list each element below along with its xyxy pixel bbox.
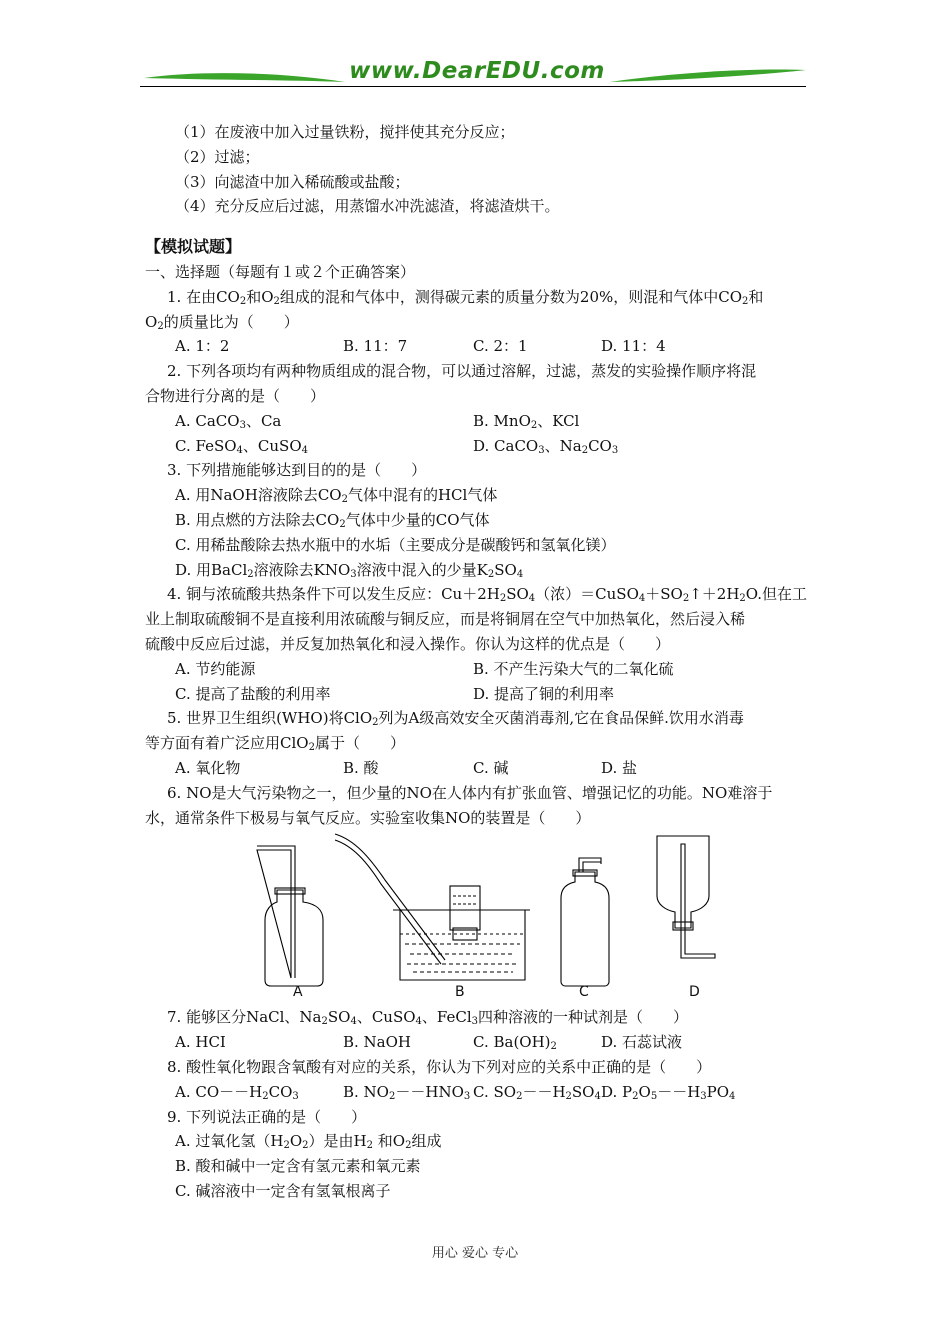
step-4: （4）充分反应后过滤，用蒸馏水冲洗滤渣，将滤渣烘干。 bbox=[175, 197, 560, 216]
q4-option-a[interactable]: A. 节约能源 bbox=[175, 659, 256, 678]
site-logo-text[interactable]: www.DearEDU.com bbox=[349, 58, 605, 84]
q8-option-b[interactable]: B. $NO_2--HNO_3$ bbox=[343, 1082, 471, 1102]
question-1-options bbox=[145, 334, 815, 359]
q2-option-d[interactable]: D. CaCO$_3$、$Na_2CO_3$ bbox=[473, 436, 619, 456]
question-6-text: 6. NO是大气污染物之一，但少量的NO在人体内有扩张血管、增强记忆的功能。NO难溶于 bbox=[167, 783, 773, 802]
q4-option-b[interactable]: B. 不产生污染大气的二氧化硫 bbox=[473, 659, 674, 678]
question-7-text: 7. 能够区分NaCl、$Na_2SO_4$、CuSO$_4$、FeCl$_3$四种溶液的一种试剂是（ ） bbox=[167, 1008, 689, 1028]
q2-option-c[interactable]: C. FeSO$_4$、CuSO$_4$ bbox=[175, 436, 308, 456]
step-2: （2）过滤； bbox=[175, 147, 260, 166]
q2-option-a[interactable]: A. CaCO$_3$、Ca bbox=[175, 411, 282, 431]
step-3: （3）向滤渣中加入稀硫酸或盐酸； bbox=[175, 172, 410, 191]
q2-option-b[interactable]: B. MnO$_2$、KCl bbox=[473, 411, 580, 431]
q4-option-d[interactable]: D. 提高了铜的利用率 bbox=[473, 684, 615, 703]
question-5-options bbox=[145, 756, 815, 781]
figure-label-d: D bbox=[689, 984, 700, 1001]
step-1: （1）在废液中加入过量铁粉，搅拌使其充分反应； bbox=[175, 123, 515, 141]
q3-option-a[interactable]: A. 用NaOH溶液除去$CO_2$气体中混有的HCl气体 bbox=[175, 486, 498, 506]
apparatus-d-bottle bbox=[657, 836, 715, 958]
q8-option-a[interactable]: A. $CO--H_2CO_3$ bbox=[175, 1082, 299, 1102]
apparatus-figure bbox=[245, 830, 805, 1005]
q4-option-c[interactable]: C. 提高了盐酸的利用率 bbox=[175, 684, 331, 703]
q9-option-c[interactable]: C. 碱溶液中一定含有氢氧根离子 bbox=[175, 1181, 391, 1200]
question-2-text-cont: 合物进行分离的是（ ） bbox=[145, 386, 326, 405]
q3-option-b[interactable]: B. 用点燃的方法除去$CO_2$气体中少量的CO气体 bbox=[175, 510, 490, 530]
page-footer: 用心 爱心 专心 bbox=[431, 1246, 519, 1261]
apparatus-b-trough bbox=[335, 834, 530, 980]
question-8-text: 8. 酸性氧化物跟含氧酸有对应的关系，你认为下列对应的关系中正确的是（ ） bbox=[167, 1057, 712, 1076]
document-body bbox=[145, 120, 815, 1204]
question-1-text-cont: $O_2$的质量比为（ ） bbox=[145, 312, 299, 332]
question-2-text: 2. 下列各项均有两种物质组成的混合物，可以通过溶解，过滤，蒸发的实验操作顺序将混 bbox=[167, 362, 757, 381]
question-4-options-cd bbox=[145, 682, 815, 707]
q5-option-b[interactable]: B. 酸 bbox=[343, 758, 379, 777]
q7-option-a[interactable]: A. HCI bbox=[175, 1033, 226, 1052]
header-rule bbox=[140, 86, 806, 87]
q3-option-c[interactable]: C. 用稀盐酸除去热水瓶中的水垢（主要成分是碳酸钙和氢氧化镁） bbox=[175, 535, 616, 554]
apparatus-drawing bbox=[245, 830, 805, 1005]
question-8-options bbox=[145, 1080, 815, 1105]
question-2-options-ab bbox=[145, 409, 815, 434]
figure-label-b: B bbox=[455, 984, 465, 1001]
q5-option-a[interactable]: A. 氧化物 bbox=[175, 758, 241, 777]
question-2-options-cd bbox=[145, 434, 815, 459]
q9-option-a[interactable]: A. 过氧化氢$(H_2O_2)$是由$H_2$ 和$O_2$组成 bbox=[175, 1132, 442, 1152]
question-5-text-cont: 等方面有着广泛应用ClO$_2$属于（ ） bbox=[145, 734, 405, 754]
q1-option-a[interactable]: A. 1：2 bbox=[175, 337, 230, 356]
question-4-text-cont1: 业上制取硫酸铜不是直接利用浓硫酸与铜反应，而是将铜屑在空气中加热氧化，然后浸入稀 bbox=[145, 610, 746, 629]
q8-option-d[interactable]: D. $P_2O_5--H_3PO_4$ bbox=[601, 1082, 736, 1102]
q8-option-c[interactable]: C. $SO_2--H_2SO_4$ bbox=[473, 1082, 601, 1102]
question-9-text: 9. 下列说法正确的是（ ） bbox=[167, 1107, 367, 1126]
q9-option-b[interactable]: B. 酸和碱中一定含有氢元素和氧元素 bbox=[175, 1157, 421, 1176]
question-6-text-cont: 水，通常条件下极易与氧气反应。实验室收集NO的装置是（ ） bbox=[145, 808, 591, 827]
q1-option-c[interactable]: C. 2：1 bbox=[473, 337, 528, 356]
figure-label-c: C bbox=[579, 984, 589, 1001]
q7-option-c[interactable]: C. $Ba(OH)_2$ bbox=[473, 1033, 557, 1053]
question-4-text: 4. 铜与浓硫酸共热条件下可以发生反应：$Cu+2H_2SO_4$（浓）$=CuSO_4+SO_2↑+2H_2O$.但在工 bbox=[167, 585, 807, 605]
question-4-options-ab bbox=[145, 657, 815, 682]
question-4-text-cont2: 硫酸中反应后过滤，并反复加热氧化和浸入操作。你认为这样的优点是（ ） bbox=[145, 634, 671, 653]
q7-option-d[interactable]: D. 石蕊试液 bbox=[601, 1033, 683, 1052]
q1-option-d[interactable]: D. 11：4 bbox=[601, 337, 666, 356]
figure-label-a: A bbox=[293, 984, 303, 1001]
section-title: 【模拟试题】 bbox=[145, 237, 242, 257]
q7-option-b[interactable]: B. NaOH bbox=[343, 1033, 412, 1052]
question-7-options bbox=[145, 1030, 815, 1055]
question-1-text: 1. 在由$CO_2$和$O_2$组成的混和气体中，测得碳元素的质量分数为20%，则混和气体中$CO_2$和 bbox=[167, 287, 764, 307]
q5-option-c[interactable]: C. 碱 bbox=[473, 758, 509, 777]
q1-option-b[interactable]: B. 11：7 bbox=[343, 337, 408, 356]
page-header bbox=[140, 52, 810, 102]
question-5-text: 5. 世界卫生组织(WHO)将ClO$_2$列为A级高效安全灭菌消毒剂,它在食品保鲜.饮用水消毒 bbox=[167, 709, 744, 729]
q5-option-d[interactable]: D. 盐 bbox=[601, 758, 638, 777]
question-3-text: 3. 下列措施能够达到目的的是（ ） bbox=[167, 461, 427, 480]
apparatus-a-bottle bbox=[257, 846, 323, 986]
part-title: 一、选择题（每题有１或２个正确答案） bbox=[145, 262, 416, 281]
apparatus-c-bottle bbox=[561, 858, 609, 986]
q3-option-d[interactable]: D. 用BaCl$_2$溶液除去$KNO_3$溶液中混入的少量$K_2SO_4$ bbox=[175, 560, 524, 580]
